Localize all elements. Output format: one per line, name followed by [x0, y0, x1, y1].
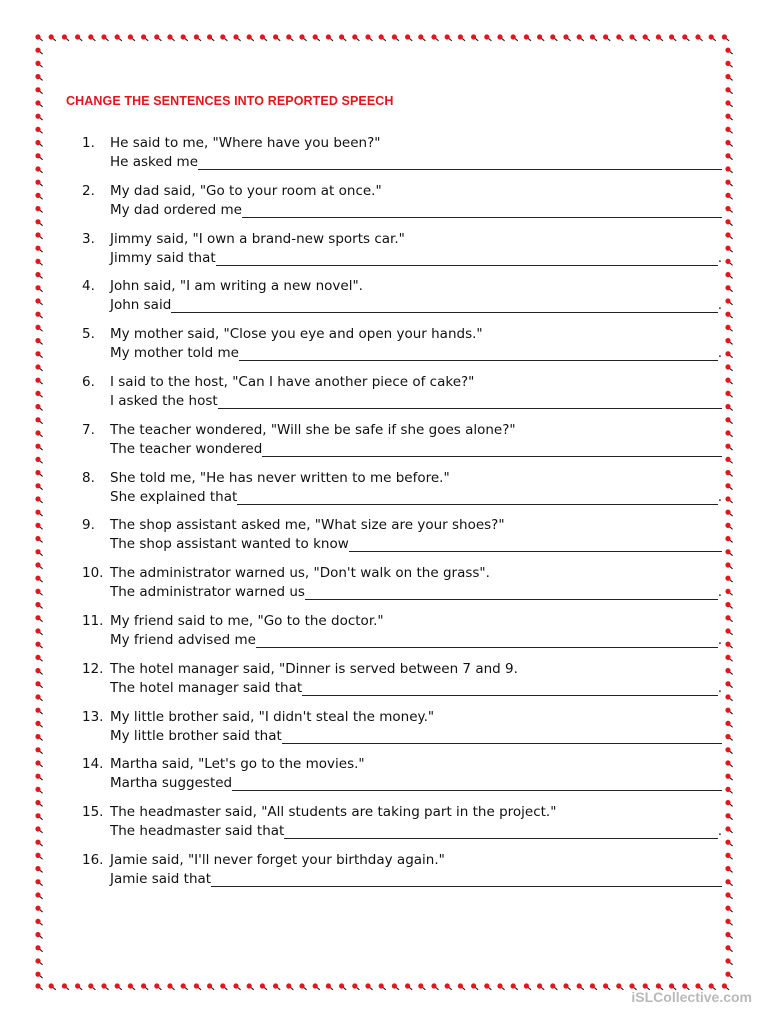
- pin-icon: [589, 982, 599, 992]
- answer-blank-line[interactable]: [242, 202, 722, 218]
- reported-speech-lead: The administrator warned us: [110, 584, 305, 601]
- answer-row: [110, 296, 722, 315]
- pin-icon: [724, 905, 734, 915]
- pin-icon: [576, 982, 586, 992]
- pin-icon: [430, 982, 440, 992]
- exercise-item: [0, 708, 768, 748]
- answer-blank-line[interactable]: [211, 871, 722, 887]
- direct-speech-sentence: The headmaster said, "All students are taking part in the project.": [110, 804, 557, 821]
- pin-icon: [724, 113, 734, 123]
- worksheet-title: CHANGE THE SENTENCES INTO REPORTED SPEECH: [66, 94, 394, 108]
- reported-speech-lead: John said: [110, 297, 172, 314]
- pin-icon: [34, 944, 44, 954]
- pin-icon: [444, 982, 454, 992]
- pin-icon: [681, 33, 691, 43]
- pin-icon: [470, 982, 480, 992]
- pin-icon: [232, 982, 242, 992]
- pin-icon: [34, 931, 44, 941]
- pin-icon: [694, 33, 704, 43]
- pin-icon: [206, 33, 216, 43]
- pin-icon: [153, 982, 163, 992]
- answer-blank-line[interactable]: [282, 728, 722, 744]
- pin-icon: [602, 982, 612, 992]
- pin-icon: [615, 982, 625, 992]
- item-number: 6.: [82, 374, 95, 390]
- pin-icon: [100, 33, 110, 43]
- pin-icon: [34, 891, 44, 901]
- answer-row: [110, 440, 722, 459]
- answer-row: [110, 535, 722, 554]
- direct-speech-sentence: My little brother said, "I didn't steal the money.": [110, 708, 435, 725]
- pin-icon: [312, 982, 322, 992]
- pin-icon: [180, 982, 190, 992]
- reported-speech-lead: The shop assistant wanted to know: [110, 536, 349, 553]
- pin-icon: [338, 982, 348, 992]
- reported-speech-lead: Martha suggested: [110, 775, 233, 792]
- answer-blank-line[interactable]: [302, 680, 718, 696]
- pin-icon: [655, 33, 665, 43]
- pin-icon: [378, 982, 388, 992]
- pin-icon: [127, 982, 137, 992]
- reported-speech-lead: My dad ordered me: [110, 201, 242, 218]
- pin-icon: [510, 33, 520, 43]
- pin-icon: [496, 33, 506, 43]
- pin-icon: [100, 982, 110, 992]
- pin-icon: [34, 47, 44, 57]
- direct-speech-sentence: Martha said, "Let's go to the movies.": [110, 756, 365, 773]
- direct-speech-sentence: Jamie said, "I'll never forget your birthday again.": [110, 852, 445, 868]
- direct-speech-sentence: The administrator warned us, "Don't walk on the grass".: [110, 565, 490, 582]
- pin-icon: [180, 33, 190, 43]
- answer-row: [110, 201, 722, 220]
- pin-icon: [34, 73, 44, 83]
- answer-blank-line[interactable]: [262, 441, 722, 457]
- pin-icon: [404, 33, 414, 43]
- pin-icon: [140, 33, 150, 43]
- pin-icon: [34, 905, 44, 915]
- reported-speech-lead: The hotel manager said that: [110, 679, 303, 696]
- pin-icon: [61, 982, 71, 992]
- pin-icon: [312, 33, 322, 43]
- pin-icon: [724, 971, 734, 981]
- pin-icon: [642, 33, 652, 43]
- reported-speech-lead: The teacher wondered: [110, 440, 263, 457]
- pin-icon: [589, 33, 599, 43]
- pin-icon: [272, 33, 282, 43]
- pin-icon: [206, 982, 216, 992]
- pin-icon: [285, 982, 295, 992]
- reported-speech-lead: He asked me: [110, 154, 199, 170]
- pin-icon: [536, 33, 546, 43]
- answer-row: [110, 392, 722, 411]
- answer-row: [110, 583, 722, 602]
- direct-speech-sentence: My friend said to me, "Go to the doctor.": [110, 613, 384, 629]
- pin-icon: [34, 957, 44, 967]
- pin-icon: [549, 33, 559, 43]
- pin-icon: [536, 982, 546, 992]
- pin-icon: [219, 982, 229, 992]
- direct-speech-sentence: My mother said, "Close you eye and open your hands.": [110, 326, 483, 343]
- pin-icon: [724, 931, 734, 941]
- pin-icon: [724, 73, 734, 83]
- reported-speech-lead: I asked the host: [110, 393, 218, 409]
- answer-blank-line[interactable]: [239, 345, 718, 361]
- sentence-end-mark: .: [717, 585, 722, 601]
- direct-speech-sentence: The hotel manager said, "Dinner is served between 7 and 9.: [110, 660, 518, 677]
- pin-icon: [232, 33, 242, 43]
- sentence-end-mark: .: [717, 250, 722, 266]
- direct-speech-sentence: He said to me, "Where have you been?": [110, 135, 381, 151]
- pin-icon: [668, 33, 678, 43]
- reported-speech-lead: She explained that: [110, 488, 238, 505]
- pin-icon: [721, 33, 731, 43]
- pin-icon: [430, 33, 440, 43]
- pin-icon: [351, 982, 361, 992]
- item-number: 4.: [82, 278, 95, 295]
- exercise-item: [0, 373, 768, 413]
- item-number: 9.: [82, 517, 95, 534]
- pin-icon: [34, 971, 44, 981]
- pin-icon: [457, 33, 467, 43]
- sentence-end-mark: .: [717, 824, 722, 840]
- pin-icon: [724, 891, 734, 901]
- item-number: 7.: [82, 421, 95, 438]
- item-number: 5.: [82, 326, 95, 343]
- reported-speech-lead: The headmaster said that: [110, 823, 285, 840]
- answer-blank-line[interactable]: [171, 297, 718, 313]
- pin-icon: [602, 33, 612, 43]
- item-number: 12.: [82, 660, 104, 677]
- item-number: 8.: [82, 469, 95, 486]
- answer-row: [110, 249, 722, 268]
- pin-icon: [87, 33, 97, 43]
- pin-icon: [285, 33, 295, 43]
- exercise-item: [0, 612, 768, 652]
- pin-icon: [724, 957, 734, 967]
- exercise-item: [0, 134, 768, 174]
- answer-row: [110, 679, 722, 698]
- item-number: 1.: [82, 135, 95, 151]
- pin-icon: [615, 33, 625, 43]
- answer-blank-line[interactable]: [349, 536, 722, 552]
- pin-icon: [391, 982, 401, 992]
- pin-icon: [34, 918, 44, 928]
- item-number: 15.: [82, 804, 104, 821]
- pin-icon: [74, 33, 84, 43]
- sentence-end-mark: .: [717, 680, 722, 696]
- pin-icon: [298, 982, 308, 992]
- pin-icon: [364, 982, 374, 992]
- pin-icon: [378, 33, 388, 43]
- pin-icon: [325, 982, 335, 992]
- pin-icon: [338, 33, 348, 43]
- pin-icon: [724, 60, 734, 70]
- pin-icon: [562, 33, 572, 43]
- answer-row: [110, 153, 722, 172]
- pin-icon: [417, 33, 427, 43]
- pin-icon: [523, 982, 533, 992]
- direct-speech-sentence: John said, "I am writing a new novel".: [110, 278, 363, 295]
- item-number: 16.: [82, 852, 104, 868]
- item-number: 2.: [82, 182, 95, 199]
- answer-blank-line[interactable]: [256, 632, 718, 648]
- pin-icon: [470, 33, 480, 43]
- pin-icon: [272, 982, 282, 992]
- pin-icon: [724, 99, 734, 109]
- pin-icon: [259, 982, 269, 992]
- item-number: 11.: [82, 613, 104, 629]
- pin-icon: [34, 982, 44, 992]
- reported-speech-lead: My mother told me: [110, 345, 239, 362]
- pin-icon: [457, 982, 467, 992]
- answer-blank-line[interactable]: [198, 154, 722, 170]
- direct-speech-sentence: My dad said, "Go to your room at once.": [110, 182, 382, 199]
- answer-row: [110, 870, 722, 889]
- pin-icon: [576, 33, 586, 43]
- pin-icon: [417, 982, 427, 992]
- pin-icon: [246, 982, 256, 992]
- pin-icon: [34, 33, 44, 43]
- pin-icon: [298, 33, 308, 43]
- direct-speech-sentence: Jimmy said, "I own a brand-new sports car.": [110, 230, 405, 247]
- pin-icon: [549, 982, 559, 992]
- pin-icon: [140, 982, 150, 992]
- pin-icon: [74, 982, 84, 992]
- exercise-item: [0, 325, 768, 365]
- sentence-end-mark: .: [717, 298, 722, 314]
- reported-speech-lead: My friend advised me: [110, 632, 256, 648]
- pin-icon: [391, 33, 401, 43]
- pin-icon: [114, 33, 124, 43]
- exercise-item: [0, 803, 768, 843]
- pin-icon: [724, 47, 734, 57]
- reported-speech-lead: Jamie said that: [110, 871, 212, 887]
- watermark-logo: iSLCollective.com: [631, 989, 752, 1005]
- answer-blank-line[interactable]: [216, 250, 718, 266]
- reported-speech-lead: Jimmy said that: [110, 249, 216, 266]
- sentence-end-mark: .: [717, 346, 722, 362]
- pin-icon: [246, 33, 256, 43]
- item-number: 3.: [82, 230, 95, 247]
- pin-icon: [325, 33, 335, 43]
- pin-icon: [166, 982, 176, 992]
- exercise-item: [0, 469, 768, 509]
- sentence-end-mark: .: [717, 633, 722, 648]
- pin-icon: [193, 982, 203, 992]
- pin-icon: [153, 33, 163, 43]
- pin-icon: [724, 86, 734, 96]
- exercise-item: [0, 660, 768, 700]
- pin-icon: [193, 33, 203, 43]
- answer-row: [110, 344, 722, 363]
- pin-icon: [87, 982, 97, 992]
- answer-row: [110, 774, 722, 793]
- exercise-item: [0, 230, 768, 270]
- pin-icon: [351, 33, 361, 43]
- exercise-item: [0, 755, 768, 795]
- exercise-item: [0, 564, 768, 604]
- answer-row: [110, 822, 722, 841]
- pin-icon: [708, 33, 718, 43]
- answer-blank-line[interactable]: [237, 489, 718, 505]
- pin-icon: [562, 982, 572, 992]
- direct-speech-sentence: The shop assistant asked me, "What size are your shoes?": [110, 517, 505, 534]
- answer-blank-line[interactable]: [305, 584, 718, 600]
- sentence-end-mark: .: [717, 489, 722, 505]
- reported-speech-lead: My little brother said that: [110, 727, 282, 744]
- item-number: 13.: [82, 708, 104, 725]
- item-number: 10.: [82, 565, 104, 582]
- pin-icon: [364, 33, 374, 43]
- pin-icon: [404, 982, 414, 992]
- exercise-item: [0, 277, 768, 317]
- direct-speech-sentence: She told me, "He has never written to me before.": [110, 469, 450, 486]
- pin-icon: [724, 944, 734, 954]
- answer-row: [110, 727, 722, 746]
- pin-icon: [628, 33, 638, 43]
- item-number: 14.: [82, 756, 104, 773]
- pin-icon: [259, 33, 269, 43]
- answer-blank-line[interactable]: [284, 823, 718, 839]
- pin-icon: [34, 99, 44, 109]
- pin-icon: [166, 33, 176, 43]
- pin-icon: [48, 982, 58, 992]
- pin-icon: [34, 113, 44, 123]
- exercise-item: [0, 421, 768, 461]
- answer-blank-line[interactable]: [218, 393, 722, 409]
- pin-icon: [127, 33, 137, 43]
- exercise-item: [0, 851, 768, 891]
- pin-icon: [483, 982, 493, 992]
- answer-row: [110, 488, 722, 507]
- pin-icon: [219, 33, 229, 43]
- pin-icon: [483, 33, 493, 43]
- pin-icon: [48, 33, 58, 43]
- pin-icon: [114, 982, 124, 992]
- pin-icon: [61, 33, 71, 43]
- pin-icon: [444, 33, 454, 43]
- answer-row: [110, 631, 722, 650]
- pin-icon: [34, 86, 44, 96]
- pin-icon: [34, 60, 44, 70]
- answer-blank-line[interactable]: [232, 775, 722, 791]
- exercise-item: [0, 182, 768, 222]
- pin-icon: [496, 982, 506, 992]
- pin-icon: [523, 33, 533, 43]
- pin-icon: [724, 918, 734, 928]
- pin-icon: [510, 982, 520, 992]
- exercise-item: [0, 516, 768, 556]
- direct-speech-sentence: I said to the host, "Can I have another piece of cake?": [110, 374, 475, 390]
- direct-speech-sentence: The teacher wondered, "Will she be safe if she goes alone?": [110, 421, 516, 438]
